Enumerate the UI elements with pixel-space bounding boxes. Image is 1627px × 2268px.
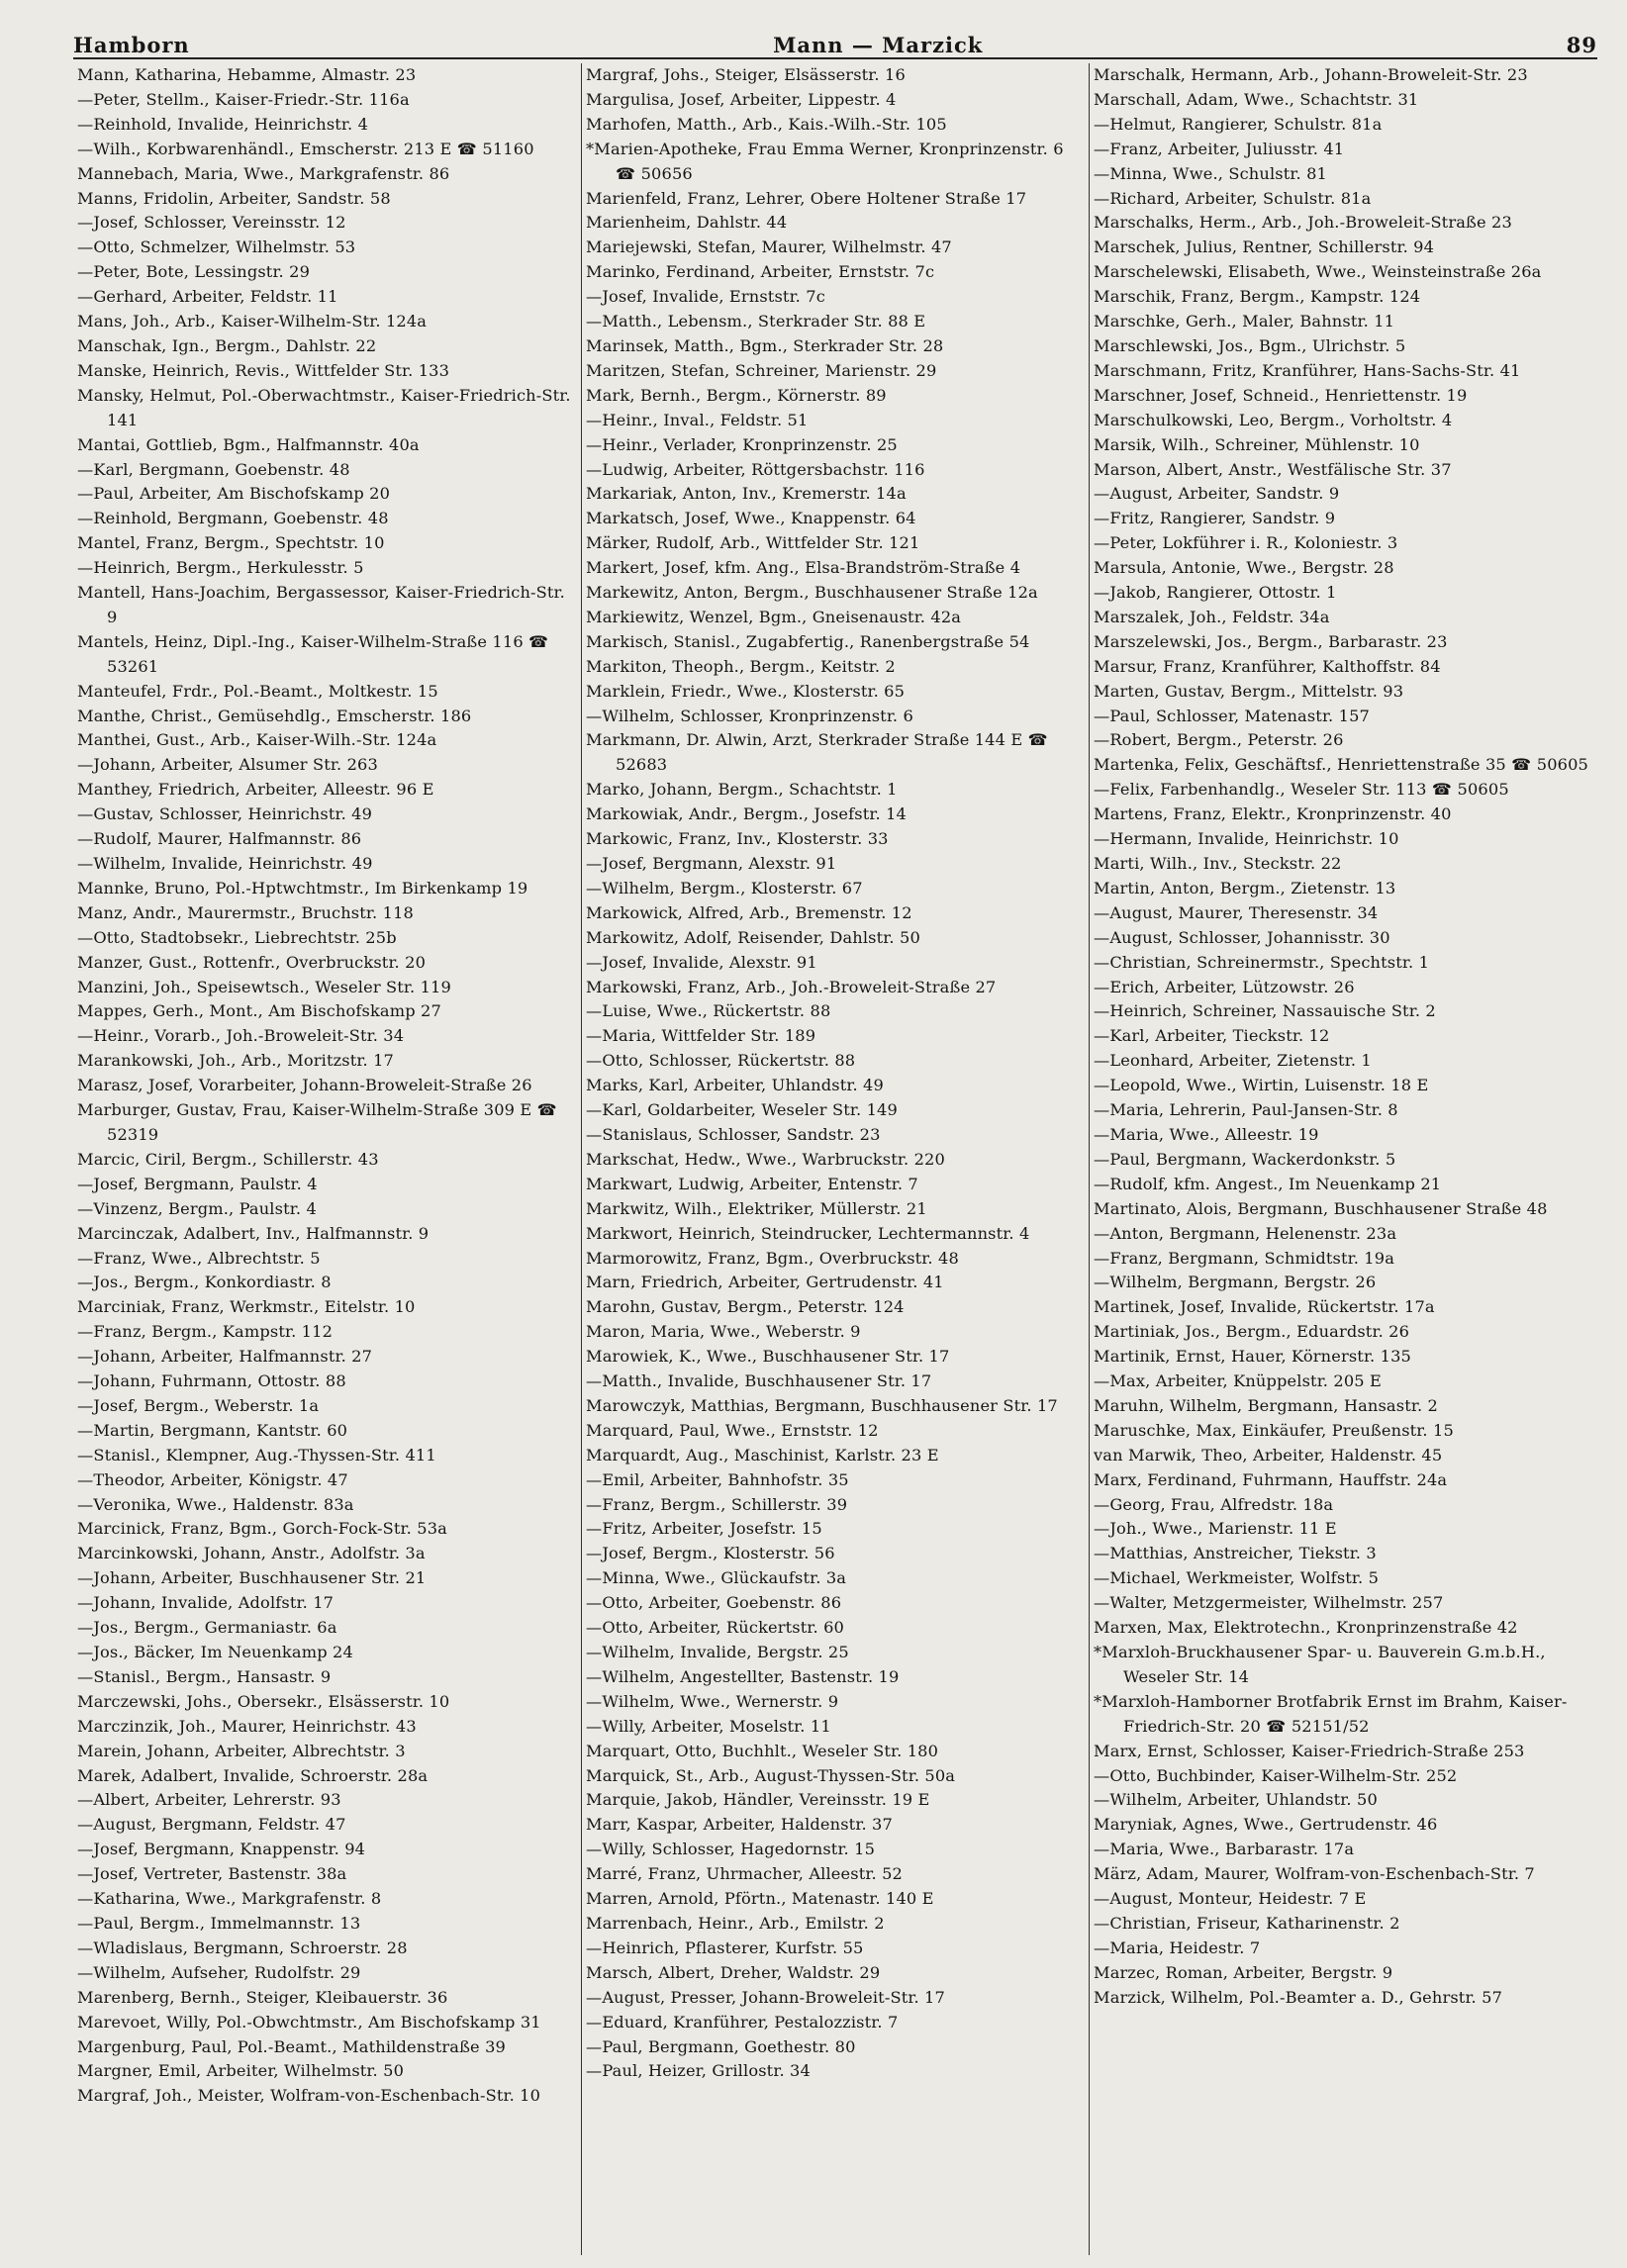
directory-entry: —Joh., Wwe., Marienstr. 11 E: [1094, 1519, 1337, 1539]
directory-entry: Markatsch, Josef, Wwe., Knappenstr. 64: [586, 509, 916, 528]
directory-entry: —Otto, Buchbinder, Kaiser-Wilhelm-Str. 252: [1094, 1765, 1458, 1785]
directory-entry: —Willy, Arbeiter, Moselstr. 11: [586, 1716, 831, 1736]
directory-entry: Margner, Emil, Arbeiter, Wilhelmstr. 50: [77, 2061, 405, 2081]
directory-entry: Manthei, Gust., Arb., Kaiser-Wilh.-Str. 124a: [77, 730, 437, 750]
directory-entry: Martin, Anton, Bergm., Zietenstr. 13: [1094, 878, 1396, 898]
directory-entry: —Josef, Bergm., Klosterstr. 56: [586, 1544, 835, 1563]
directory-entry: Marschalks, Herm., Arb., Joh.-Broweleit-Straße 23: [1094, 213, 1512, 233]
directory-entry: —Otto, Schmelzer, Wilhelmstr. 53: [77, 237, 356, 257]
directory-entry: —Christian, Friseur, Katharinenstr. 2: [1094, 1913, 1400, 1933]
page-header: [73, 24, 1597, 59]
directory-columns: [73, 63, 1597, 2255]
directory-entry: —Wilhelm, Invalide, Bergstr. 25: [586, 1643, 849, 1661]
directory-entry: —Johann, Arbeiter, Buschhausener Str. 21: [77, 1568, 427, 1588]
directory-entry: —Matthias, Anstreicher, Tiekstr. 3: [1094, 1544, 1377, 1563]
directory-entry: Marcic, Ciril, Bergm., Schillerstr. 43: [77, 1149, 379, 1169]
directory-entry: —Wilhelm, Bergmann, Bergstr. 26: [1094, 1273, 1377, 1292]
directory-entry: Marquardt, Aug., Maschinist, Karlstr. 23 E: [586, 1445, 939, 1465]
directory-entry: —Rudolf, Maurer, Halfmannstr. 86: [77, 829, 362, 849]
directory-entry: Manske, Heinrich, Revis., Wittfelder Str. 133: [77, 360, 450, 380]
directory-entry: Manteufel, Frdr., Pol.-Beamt., Moltkestr. 15: [77, 681, 438, 701]
directory-entry: —Karl, Goldarbeiter, Weseler Str. 149: [586, 1100, 898, 1120]
directory-entry: van Marwik, Theo, Arbeiter, Haldenstr. 45: [1094, 1445, 1443, 1465]
directory-entry: Markiton, Theoph., Bergm., Keitstr. 2: [586, 656, 896, 676]
directory-entry: Marzick, Wilhelm, Pol.-Beamter a. D., Gehrstr. 57: [1094, 1987, 1503, 2007]
directory-entry: —Ludwig, Arbeiter, Röttgersbachstr. 116: [586, 459, 925, 479]
directory-entry: Markisch, Stanisl., Zugabfertig., Ranenbergstraße 54: [586, 631, 1030, 651]
directory-entry: —Franz, Bergm., Schillerstr. 39: [586, 1494, 848, 1514]
directory-entry: —Franz, Bergm., Kampstr. 112: [77, 1322, 334, 1342]
directory-entry: —Wilhelm, Aufseher, Rudolfstr. 29: [77, 1962, 361, 1982]
directory-entry: —Gustav, Schlosser, Heinrichstr. 49: [77, 804, 373, 824]
directory-entry: Marasz, Josef, Vorarbeiter, Johann-Broweleit-Straße 26: [77, 1076, 532, 1095]
directory-entry: —Heinrich, Bergm., Herkulesstr. 5: [77, 558, 364, 578]
directory-entry: Marschulkowski, Leo, Bergm., Vorholtstr. 4: [1094, 410, 1453, 429]
directory-entry: Markowski, Franz, Arb., Joh.-Broweleit-Straße 27: [586, 977, 997, 996]
directory-entry: Martinik, Ernst, Hauer, Körnerstr. 135: [1094, 1347, 1411, 1367]
directory-entry: —Leopold, Wwe., Wirtin, Luisenstr. 18 E: [1094, 1076, 1429, 1095]
directory-entry: Marr, Kaspar, Arbeiter, Haldenstr. 37: [586, 1815, 893, 1835]
directory-entry: Marten, Gustav, Bergm., Mittelstr. 93: [1094, 681, 1404, 701]
directory-entry: —Paul, Heizer, Grillostr. 34: [586, 2061, 811, 2081]
directory-entry: Mantel, Franz, Bergm., Spechtstr. 10: [77, 533, 385, 553]
directory-entry: —Paul, Bergm., Immelmannstr. 13: [77, 1913, 361, 1933]
directory-entry: —Peter, Stellm., Kaiser-Friedr.-Str. 116a: [77, 89, 410, 109]
directory-entry: *Marien-Apotheke, Frau Emma Werner, Kronprinzenstr. 6 ☎ 50656: [586, 139, 1064, 183]
directory-entry: *Marxloh-Bruckhausener Spar- u. Bauverein G.m.b.H., Weseler Str. 14: [1094, 1643, 1546, 1686]
directory-entry: —Wilhelm, Invalide, Heinrichstr. 49: [77, 854, 373, 873]
directory-entry: Märker, Rudolf, Arb., Wittfelder Str. 121: [586, 533, 920, 553]
page-number: 89: [1566, 33, 1597, 57]
header-city: Hamborn: [73, 33, 190, 57]
directory-entry: Marczinzik, Joh., Maurer, Heinrichstr. 43: [77, 1716, 417, 1736]
directory-entry: Markowic, Franz, Inv., Klosterstr. 33: [586, 829, 889, 849]
directory-entry: Marienfeld, Franz, Lehrer, Obere Holtener Straße 17: [586, 188, 1027, 208]
directory-entry: Mansky, Helmut, Pol.-Oberwachtmstr., Kaiser-Friedrich-Str. 141: [77, 385, 571, 429]
directory-entry: —Anton, Bergmann, Helenenstr. 23a: [1094, 1223, 1397, 1243]
directory-entry: —Helmut, Rangierer, Schulstr. 81a: [1094, 114, 1383, 134]
directory-entry: Manns, Fridolin, Arbeiter, Sandstr. 58: [77, 188, 391, 208]
directory-entry: Margraf, Johs., Steiger, Elsässerstr. 16: [586, 65, 906, 84]
directory-entry: Manzer, Gust., Rottenfr., Overbruckstr. 20: [77, 952, 427, 972]
directory-entry: —Heinr., Inval., Feldstr. 51: [586, 410, 809, 429]
directory-entry: —Otto, Stadtobsekr., Liebrechtstr. 25b: [77, 927, 397, 947]
directory-entry: Marklein, Friedr., Wwe., Klosterstr. 65: [586, 681, 906, 701]
directory-entry: —August, Schlosser, Johannisstr. 30: [1094, 927, 1390, 947]
directory-entry: —Paul, Bergmann, Wackerdonkstr. 5: [1094, 1149, 1396, 1169]
directory-entry: Maryniak, Agnes, Wwe., Gertrudenstr. 46: [1094, 1815, 1438, 1835]
directory-entry: —Stanisl., Bergm., Hansastr. 9: [77, 1666, 332, 1686]
directory-entry: Marankowski, Joh., Arb., Moritzstr. 17: [77, 1051, 394, 1071]
directory-entry: —August, Monteur, Heidestr. 7 E: [1094, 1889, 1367, 1909]
directory-entry: Marko, Johann, Bergm., Schachtstr. 1: [586, 780, 898, 800]
directory-entry: —Eduard, Kranführer, Pestalozzistr. 7: [586, 2012, 899, 2032]
directory-entry: Marohn, Gustav, Bergm., Peterstr. 124: [586, 1297, 905, 1317]
directory-entry: —Hermann, Invalide, Heinrichstr. 10: [1094, 829, 1399, 849]
directory-entry: —Paul, Bergmann, Goethestr. 80: [586, 2036, 856, 2056]
directory-entry: —Maria, Lehrerin, Paul-Jansen-Str. 8: [1094, 1100, 1398, 1120]
directory-entry: Marowiek, K., Wwe., Buschhausener Str. 17: [586, 1347, 950, 1367]
directory-entry: —Franz, Wwe., Albrechtstr. 5: [77, 1248, 321, 1268]
directory-entry: Martens, Franz, Elektr., Kronprinzenstr. 40: [1094, 804, 1452, 824]
directory-entry: Manthe, Christ., Gemüsehdlg., Emscherstr. 186: [77, 706, 472, 725]
directory-entry: Marschalk, Hermann, Arb., Johann-Broweleit-Str. 23: [1094, 65, 1528, 84]
directory-entry: —Willy, Schlosser, Hagedornstr. 15: [586, 1840, 876, 1859]
directory-entry: —Matth., Lebensm., Sterkrader Str. 88 E: [586, 312, 926, 331]
directory-entry: Markewitz, Anton, Bergm., Buschhausener Straße 12a: [586, 583, 1038, 603]
directory-entry: Marxen, Max, Elektrotechn., Kronprinzenstraße 42: [1094, 1618, 1518, 1638]
directory-entry: —Wilh., Korbwarenhändl., Emscherstr. 213 E ☎ 51160: [77, 139, 534, 158]
directory-entry: —August, Maurer, Theresenstr. 34: [1094, 902, 1379, 922]
directory-entry: —Reinhold, Invalide, Heinrichstr. 4: [77, 114, 369, 134]
directory-entry: —Christian, Schreinermstr., Spechtstr. 1: [1094, 952, 1430, 972]
directory-entry: *Marxloh-Hamborner Brotfabrik Ernst im Brahm, Kaiser-Friedrich-Str. 20 ☎ 52151/52: [1094, 1691, 1568, 1736]
directory-entry: —Richard, Arbeiter, Schulstr. 81a: [1094, 188, 1372, 208]
directory-entry: Marx, Ferdinand, Fuhrmann, Hauffstr. 24a: [1094, 1469, 1448, 1489]
directory-entry: Martinek, Josef, Invalide, Rückertstr. 17a: [1094, 1297, 1435, 1317]
directory-entry: —Otto, Arbeiter, Goebenstr. 86: [586, 1593, 842, 1613]
directory-entry: —Johann, Arbeiter, Halfmannstr. 27: [77, 1347, 373, 1367]
directory-entry: —Veronika, Wwe., Haldenstr. 83a: [77, 1494, 354, 1514]
directory-entry: —Maria, Heidestr. 7: [1094, 1937, 1261, 1957]
directory-entry: —Josef, Invalide, Alexstr. 91: [586, 952, 817, 972]
directory-entry: Marquart, Otto, Buchhlt., Weseler Str. 180: [586, 1741, 939, 1760]
directory-entry: —Heinr., Verlader, Kronprinzenstr. 25: [586, 434, 898, 454]
directory-entry: Mann, Katharina, Hebamme, Almastr. 23: [77, 65, 417, 84]
directory-entry: —Luise, Wwe., Rückertstr. 88: [586, 1001, 831, 1021]
directory-entry: —August, Bergmann, Feldstr. 47: [77, 1815, 346, 1835]
directory-entry: —Fritz, Rangierer, Sandstr. 9: [1094, 509, 1336, 528]
directory-entry: Marczewski, Johs., Obersekr., Elsässerstr. 10: [77, 1691, 450, 1711]
directory-entry: Markmann, Dr. Alwin, Arzt, Sterkrader Straße 144 E ☎ 52683: [586, 730, 1048, 775]
directory-entry: Mannke, Bruno, Pol.-Hptwchtmstr., Im Birkenkamp 19: [77, 878, 528, 898]
directory-entry: —Erich, Arbeiter, Lützowstr. 26: [1094, 977, 1355, 996]
directory-entry: Maruschke, Max, Einkäufer, Preußenstr. 15: [1094, 1420, 1454, 1440]
directory-entry: Marsik, Wilh., Schreiner, Mühlenstr. 10: [1094, 434, 1420, 454]
directory-entry: Markowiak, Andr., Bergm., Josefstr. 14: [586, 804, 908, 824]
directory-entry: Markowick, Alfred, Arb., Bremenstr. 12: [586, 902, 912, 922]
directory-entry: Marks, Karl, Arbeiter, Uhlandstr. 49: [586, 1076, 884, 1095]
directory-entry: Manschak, Ign., Bergm., Dahlstr. 22: [77, 335, 377, 355]
directory-entry: —Rudolf, kfm. Angest., Im Neuenkamp 21: [1094, 1174, 1442, 1193]
directory-entry: Marinsek, Matth., Bgm., Sterkrader Str. 28: [586, 335, 944, 355]
directory-entry: —Jos., Bergm., Germaniastr. 6a: [77, 1618, 337, 1638]
directory-entry: —August, Arbeiter, Sandstr. 9: [1094, 484, 1340, 504]
directory-entry: —Felix, Farbenhandlg., Weseler Str. 113 ☎ 50605: [1094, 780, 1509, 800]
directory-entry: —Franz, Bergmann, Schmidtstr. 19a: [1094, 1248, 1395, 1268]
directory-entry: —Paul, Arbeiter, Am Bischofskamp 20: [77, 484, 391, 504]
directory-entry: —Otto, Arbeiter, Rückertstr. 60: [586, 1618, 845, 1638]
directory-entry: —Maria, Wwe., Barbarastr. 17a: [1094, 1840, 1355, 1859]
directory-entry: —Heinrich, Pflasterer, Kurfstr. 55: [586, 1937, 864, 1957]
directory-entry: Mark, Bernh., Bergm., Körnerstr. 89: [586, 385, 887, 405]
directory-entry: Marcinick, Franz, Bgm., Gorch-Fock-Str. 53a: [77, 1519, 447, 1539]
directory-entry: Manthey, Friedrich, Arbeiter, Alleestr. 96 E: [77, 780, 434, 800]
directory-entry: Mappes, Gerh., Mont., Am Bischofskamp 27: [77, 1001, 441, 1021]
directory-entry: Mannebach, Maria, Wwe., Markgrafenstr. 86: [77, 163, 450, 183]
directory-entry: —Josef, Vertreter, Bastenstr. 38a: [77, 1864, 347, 1884]
directory-entry: Marschmann, Fritz, Kranführer, Hans-Sachs-Str. 41: [1094, 360, 1521, 380]
directory-entry: —Minna, Wwe., Schulstr. 81: [1094, 163, 1327, 183]
directory-entry: Martiniak, Jos., Bergm., Eduardstr. 26: [1094, 1322, 1410, 1342]
directory-entry: Maruhn, Wilhelm, Bergmann, Hansastr. 2: [1094, 1395, 1438, 1415]
directory-entry: Marcinczak, Adalbert, Inv., Halfmannstr. 9: [77, 1223, 430, 1243]
directory-entry: Marré, Franz, Uhrmacher, Alleestr. 52: [586, 1864, 903, 1884]
directory-entry: Marquick, St., Arb., August-Thyssen-Str. 50a: [586, 1765, 956, 1785]
directory-entry: Marschke, Gerh., Maler, Bahnstr. 11: [1094, 312, 1395, 331]
directory-entry: —Theodor, Arbeiter, Königstr. 47: [77, 1469, 348, 1489]
directory-entry: Marevoet, Willy, Pol.-Obwchtmstr., Am Bischofskamp 31: [77, 2012, 541, 2032]
directory-entry: —Georg, Frau, Alfredstr. 18a: [1094, 1494, 1334, 1514]
directory-entry: —Wilhelm, Schlosser, Kronprinzenstr. 6: [586, 706, 913, 725]
directory-entry: Marburger, Gustav, Frau, Kaiser-Wilhelm-Straße 309 E ☎ 52319: [77, 1100, 557, 1144]
directory-entry: —Matth., Invalide, Buschhausener Str. 17: [586, 1371, 932, 1391]
directory-entry: Manzini, Joh., Speisewtsch., Weseler Str. 119: [77, 977, 451, 996]
directory-entry: Maritzen, Stefan, Schreiner, Marienstr. 29: [586, 360, 937, 380]
directory-entry: März, Adam, Maurer, Wolfram-von-Eschenbach-Str. 7: [1094, 1864, 1535, 1884]
directory-entry: Marhofen, Matth., Arb., Kais.-Wilh.-Str. 105: [586, 114, 947, 134]
directory-entry: —Robert, Bergm., Peterstr. 26: [1094, 730, 1344, 750]
directory-entry: Markwart, Ludwig, Arbeiter, Entenstr. 7: [586, 1174, 918, 1193]
directory-entry: Marn, Friedrich, Arbeiter, Gertrudenstr. 41: [586, 1273, 944, 1292]
directory-entry: —Peter, Lokführer i. R., Koloniestr. 3: [1094, 533, 1398, 553]
directory-entry: Martenka, Felix, Geschäftsf., Henriettenstraße 35 ☎ 50605: [1094, 755, 1589, 775]
directory-entry: Marinko, Ferdinand, Arbeiter, Ernststr. 7c: [586, 262, 935, 282]
header-name-range: Mann — Marzick: [773, 33, 984, 57]
directory-entry: —Leonhard, Arbeiter, Zietenstr. 1: [1094, 1051, 1372, 1071]
directory-entry: Marsur, Franz, Kranführer, Kalthoffstr. 84: [1094, 656, 1441, 676]
directory-entry: Marschner, Josef, Schneid., Henriettenstr. 19: [1094, 385, 1468, 405]
directory-entry: —Karl, Bergmann, Goebenstr. 48: [77, 459, 350, 479]
directory-entry: —Heinr., Vorarb., Joh.-Broweleit-Str. 34: [77, 1026, 405, 1046]
directory-entry: —Emil, Arbeiter, Bahnhofstr. 35: [586, 1469, 849, 1489]
directory-entry: —Max, Arbeiter, Knüppelstr. 205 E: [1094, 1371, 1383, 1391]
directory-entry: —Maria, Wittfelder Str. 189: [586, 1026, 816, 1046]
directory-entry: —Gerhard, Arbeiter, Feldstr. 11: [77, 287, 338, 307]
directory-entry: —Wilhelm, Wwe., Wernerstr. 9: [586, 1691, 839, 1711]
directory-entry: Marciniak, Franz, Werkmstr., Eitelstr. 10: [77, 1297, 416, 1317]
directory-entry: —Jos., Bäcker, Im Neuenkamp 24: [77, 1643, 353, 1661]
directory-entry: —Jos., Bergm., Konkordiastr. 8: [77, 1273, 332, 1292]
directory-entry: Marein, Johann, Arbeiter, Albrechtstr. 3: [77, 1741, 406, 1760]
directory-entry: Markowitz, Adolf, Reisender, Dahlstr. 50: [586, 927, 920, 947]
directory-entry: —Johann, Invalide, Adolfstr. 17: [77, 1593, 335, 1613]
directory-entry: Marson, Albert, Anstr., Westfälische Str. 37: [1094, 459, 1452, 479]
directory-entry: —Josef, Bergmann, Knappenstr. 94: [77, 1840, 366, 1859]
directory-entry: Marquie, Jakob, Händler, Vereinsstr. 19 E: [586, 1790, 930, 1810]
directory-entry: —Stanislaus, Schlosser, Sandstr. 23: [586, 1124, 881, 1144]
directory-entry: Marsch, Albert, Dreher, Waldstr. 29: [586, 1962, 881, 1982]
directory-entry: Mantels, Heinz, Dipl.-Ing., Kaiser-Wilhelm-Straße 116 ☎ 53261: [77, 631, 549, 676]
directory-entry: Markariak, Anton, Inv., Kremerstr. 14a: [586, 484, 907, 504]
directory-entry: —Maria, Wwe., Alleestr. 19: [1094, 1124, 1319, 1144]
directory-entry: Margulisa, Josef, Arbeiter, Lippestr. 4: [586, 89, 897, 109]
directory-entry: Martinato, Alois, Bergmann, Buschhausener Straße 48: [1094, 1198, 1548, 1218]
directory-entry: Marschik, Franz, Bergm., Kampstr. 124: [1094, 287, 1421, 307]
directory-entry: Markiewitz, Wenzel, Bgm., Gneisenaustr. 42a: [586, 607, 962, 626]
directory-entry: —Stanisl., Klempner, Aug.-Thyssen-Str. 411: [77, 1445, 436, 1465]
column-left: [73, 63, 581, 2255]
directory-entry: —Wilhelm, Arbeiter, Uhlandstr. 50: [1094, 1790, 1378, 1810]
directory-entry: Marren, Arnold, Pförtn., Matenastr. 140 E: [586, 1889, 934, 1909]
directory-entry: Marmorowitz, Franz, Bgm., Overbruckstr. 48: [586, 1248, 959, 1268]
directory-entry: —August, Presser, Johann-Broweleit-Str. 17: [586, 1987, 945, 2007]
directory-entry: —Fritz, Arbeiter, Josefstr. 15: [586, 1519, 822, 1539]
directory-entry: Markschat, Hedw., Wwe., Warbruckstr. 220: [586, 1149, 945, 1169]
directory-entry: Marszalek, Joh., Feldstr. 34a: [1094, 607, 1330, 626]
directory-entry: Margraf, Joh., Meister, Wolfram-von-Eschenbach-Str. 10: [77, 2086, 541, 2106]
directory-entry: Marenberg, Bernh., Steiger, Kleibauerstr. 36: [77, 1987, 448, 2007]
directory-entry: Mariejewski, Stefan, Maurer, Wilhelmstr. 47: [586, 237, 952, 257]
directory-entry: —Reinhold, Bergmann, Goebenstr. 48: [77, 509, 389, 528]
directory-entry: —Peter, Bote, Lessingstr. 29: [77, 262, 311, 282]
directory-entry: —Josef, Bergmann, Alexstr. 91: [586, 854, 837, 873]
directory-entry: —Vinzenz, Bergm., Paulstr. 4: [77, 1198, 317, 1218]
directory-entry: Marti, Wilh., Inv., Steckstr. 22: [1094, 854, 1342, 873]
directory-entry: —Wilhelm, Angestellter, Bastenstr. 19: [586, 1666, 900, 1686]
directory-entry: Marschall, Adam, Wwe., Schachtstr. 31: [1094, 89, 1419, 109]
directory-entry: —Martin, Bergmann, Kantstr. 60: [77, 1420, 348, 1440]
directory-entry: —Katharina, Wwe., Markgrafenstr. 8: [77, 1889, 382, 1909]
directory-entry: Maron, Maria, Wwe., Weberstr. 9: [586, 1322, 861, 1342]
directory-entry: Marschlewski, Jos., Bgm., Ulrichstr. 5: [1094, 335, 1406, 355]
directory-entry: Markwitz, Wilh., Elektriker, Müllerstr. 21: [586, 1198, 927, 1218]
directory-entry: Margenburg, Paul, Pol.-Beamt., Mathildenstraße 39: [77, 2036, 506, 2056]
directory-entry: Marrenbach, Heinr., Arb., Emilstr. 2: [586, 1913, 885, 1933]
column-middle: [581, 63, 1089, 2255]
directory-entry: Marcinkowski, Johann, Anstr., Adolfstr. 3a: [77, 1544, 426, 1563]
directory-entry: —Josef, Schlosser, Vereinsstr. 12: [77, 213, 346, 233]
directory-entry: —Minna, Wwe., Glückaufstr. 3a: [586, 1568, 847, 1588]
directory-entry: Marszelewski, Jos., Bergm., Barbarastr. 23: [1094, 631, 1448, 651]
directory-entry: —Michael, Werkmeister, Wolfstr. 5: [1094, 1568, 1380, 1588]
directory-entry: —Albert, Arbeiter, Lehrerstr. 93: [77, 1790, 341, 1810]
column-right: [1089, 63, 1596, 2255]
directory-entry: —Otto, Schlosser, Rückertstr. 88: [586, 1051, 856, 1071]
directory-entry: —Johann, Arbeiter, Alsumer Str. 263: [77, 755, 378, 775]
directory-entry: Mantai, Gottlieb, Bgm., Halfmannstr. 40a: [77, 434, 420, 454]
directory-entry: —Walter, Metzgermeister, Wilhelmstr. 257: [1094, 1593, 1444, 1613]
directory-entry: —Paul, Schlosser, Matenastr. 157: [1094, 706, 1370, 725]
directory-entry: Markwort, Heinrich, Steindrucker, Lechtermannstr. 4: [586, 1223, 1030, 1243]
directory-entry: —Jakob, Rangierer, Ottostr. 1: [1094, 583, 1337, 603]
directory-entry: Marschelewski, Elisabeth, Wwe., Weinsteinstraße 26a: [1094, 262, 1542, 282]
directory-entry: Marx, Ernst, Schlosser, Kaiser-Friedrich-Straße 253: [1094, 1741, 1525, 1760]
directory-entry: Mans, Joh., Arb., Kaiser-Wilhelm-Str. 124a: [77, 312, 428, 331]
directory-entry: —Josef, Bergmann, Paulstr. 4: [77, 1174, 318, 1193]
directory-entry: —Wladislaus, Bergmann, Schroerstr. 28: [77, 1937, 408, 1957]
directory-entry: Marquard, Paul, Wwe., Ernststr. 12: [586, 1420, 879, 1440]
directory-entry: Marienheim, Dahlstr. 44: [586, 213, 788, 233]
directory-entry: Mantell, Hans-Joachim, Bergassessor, Kaiser-Friedrich-Str. 9: [77, 583, 565, 626]
directory-entry: —Wilhelm, Bergm., Klosterstr. 67: [586, 878, 863, 898]
directory-entry: —Josef, Bergm., Weberstr. 1a: [77, 1395, 320, 1415]
directory-entry: —Karl, Arbeiter, Tieckstr. 12: [1094, 1026, 1330, 1046]
directory-entry: Marek, Adalbert, Invalide, Schroerstr. 28a: [77, 1765, 429, 1785]
directory-entry: Marschek, Julius, Rentner, Schillerstr. 94: [1094, 237, 1435, 257]
directory-entry: —Franz, Arbeiter, Juliusstr. 41: [1094, 139, 1345, 158]
directory-entry: Marzec, Roman, Arbeiter, Bergstr. 9: [1094, 1962, 1393, 1982]
directory-entry: Marowczyk, Matthias, Bergmann, Buschhausener Str. 17: [586, 1395, 1058, 1415]
directory-entry: —Heinrich, Schreiner, Nassauische Str. 2: [1094, 1001, 1436, 1021]
directory-entry: —Josef, Invalide, Ernststr. 7c: [586, 287, 825, 307]
directory-entry: Manz, Andr., Maurermstr., Bruchstr. 118: [77, 902, 414, 922]
directory-entry: Markert, Josef, kfm. Ang., Elsa-Brandström-Straße 4: [586, 558, 1021, 578]
directory-entry: Marsula, Antonie, Wwe., Bergstr. 28: [1094, 558, 1394, 578]
directory-entry: —Johann, Fuhrmann, Ottostr. 88: [77, 1371, 346, 1391]
